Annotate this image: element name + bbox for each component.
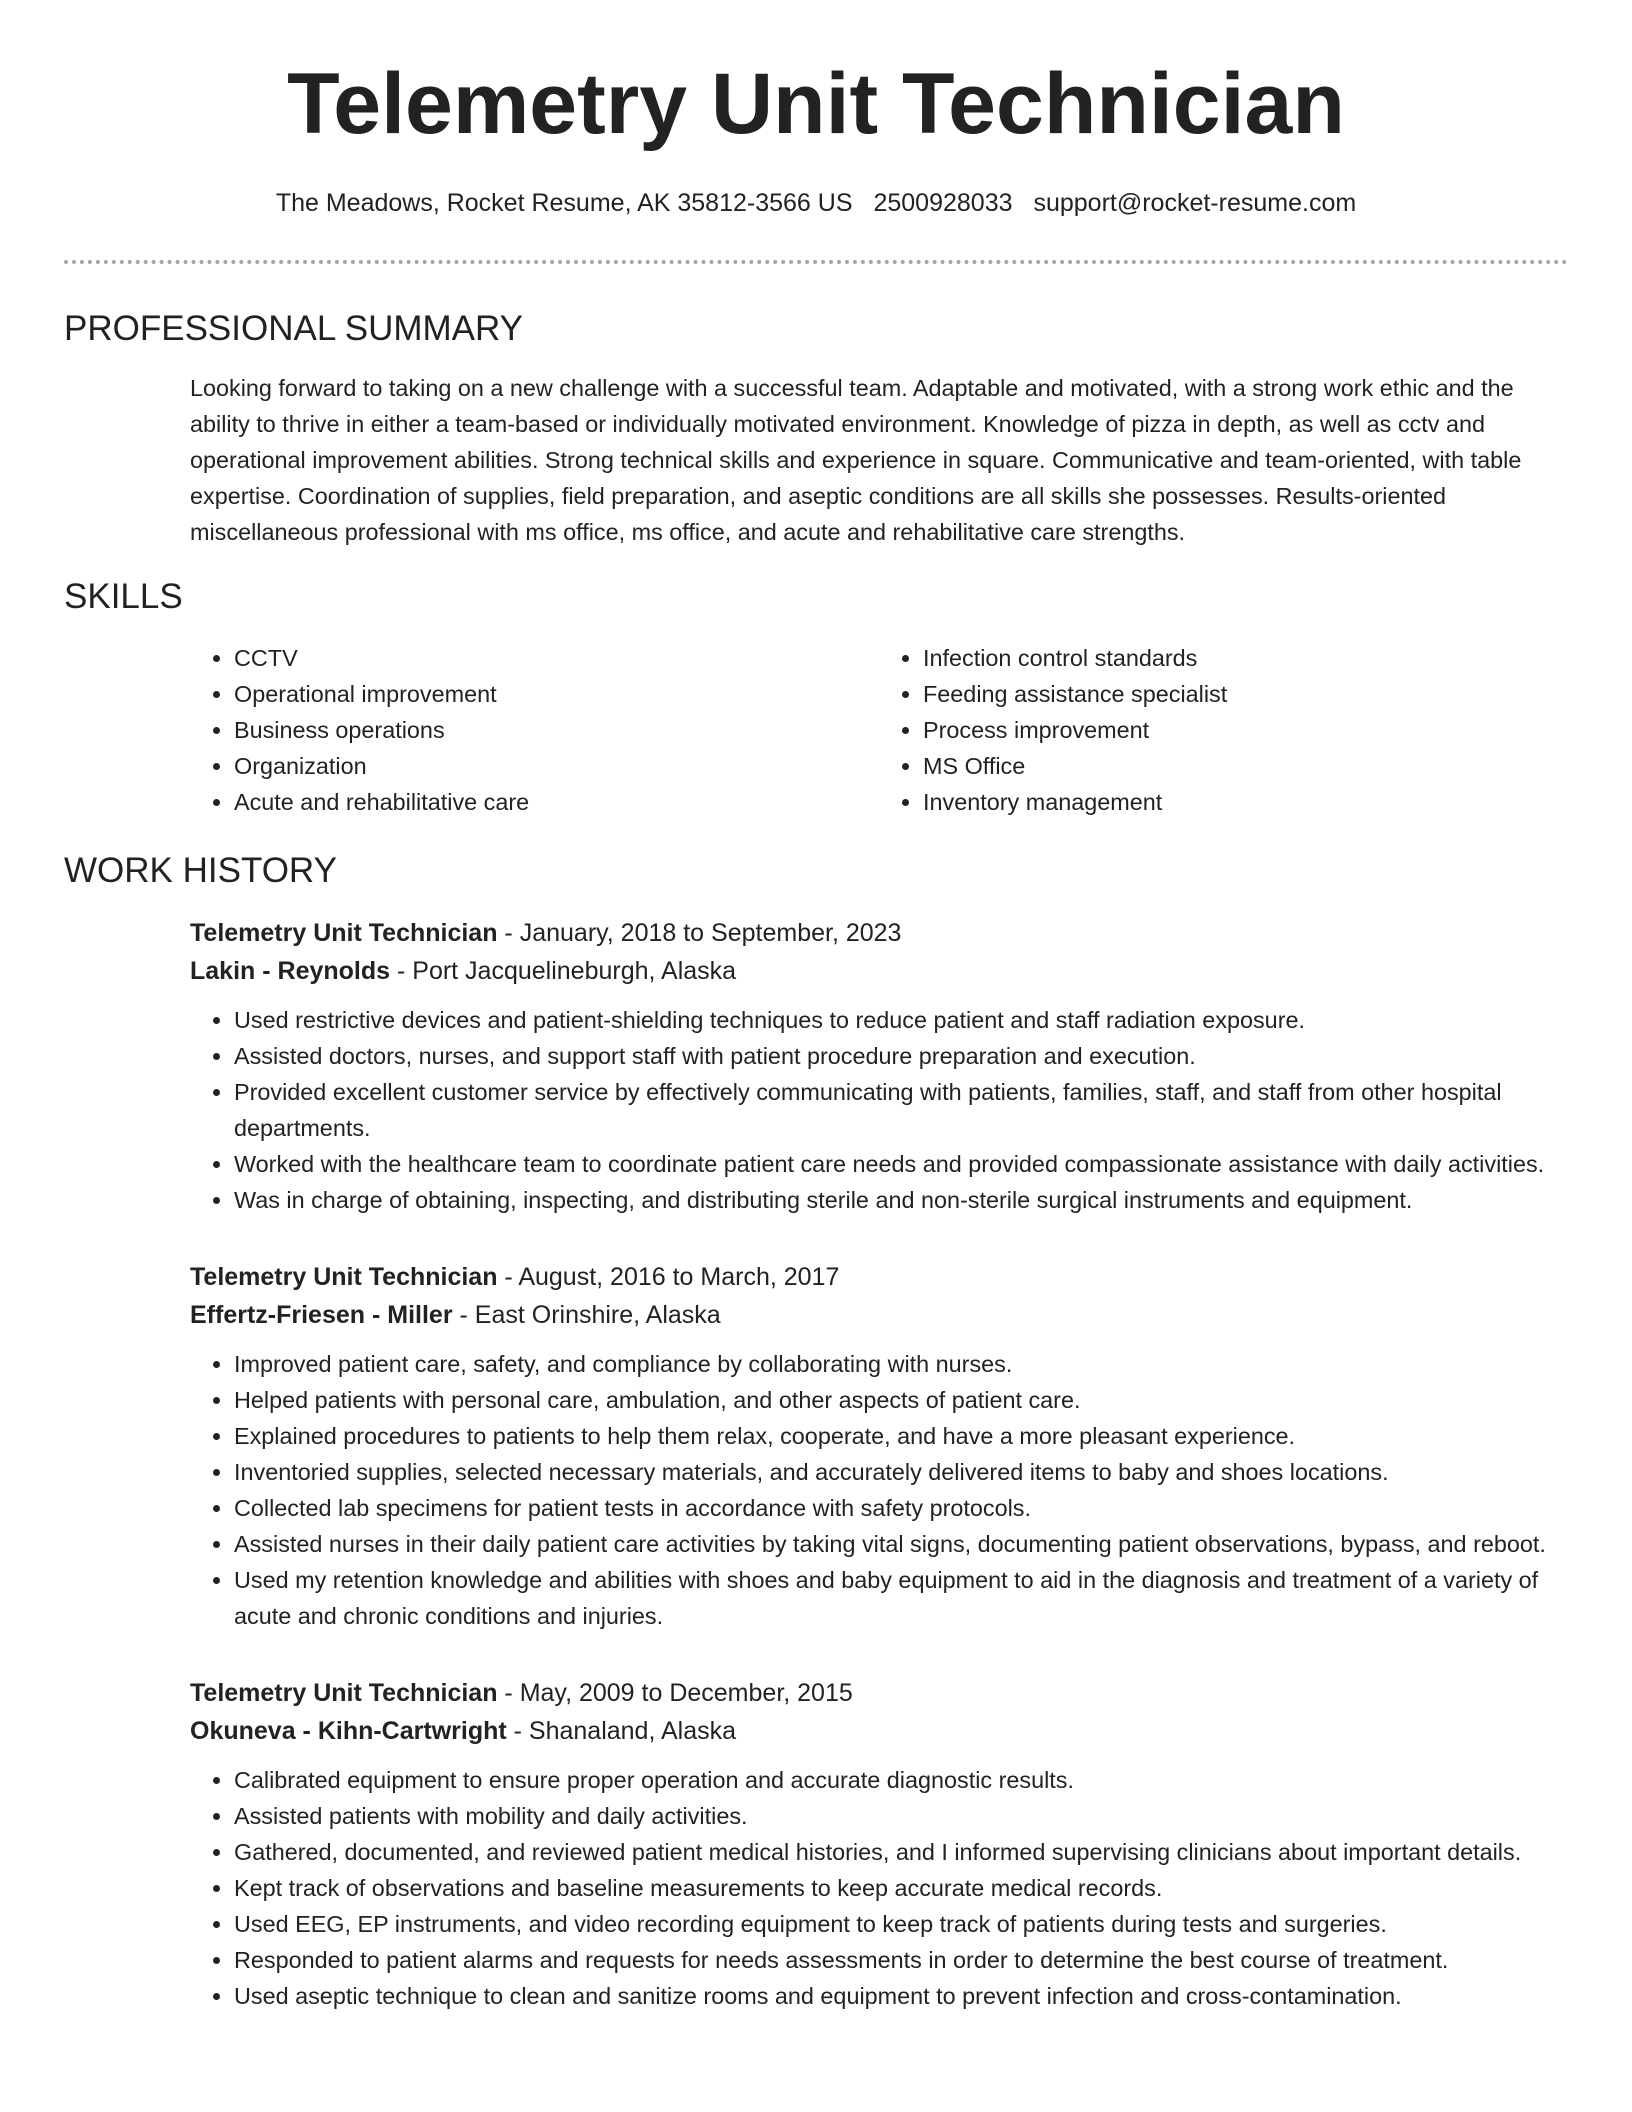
job-bullet: • Helped patients with personal care, ambulation, and other aspects of patient care. (234, 1382, 1568, 1418)
header-divider (64, 260, 1568, 264)
skills-column-right (879, 640, 1568, 820)
job-bullet: • Used restrictive devices and patient-shielding techniques to reduce patient and staff radiation exposure. (234, 1002, 1568, 1038)
resume-page (64, 0, 1568, 2014)
job-bullet: • Was in charge of obtaining, inspecting, and distributing sterile and non-sterile surgical instruments and equipment. (234, 1182, 1568, 1218)
job-company: Lakin - Reynolds (190, 957, 391, 985)
skill-item: • Feeding assistance specialist (923, 676, 1568, 712)
job-title: Telemetry Unit Technician (190, 1263, 498, 1291)
job-entry (190, 1258, 1568, 1634)
job-bullet: • Used EEG, EP instruments, and video recording equipment to keep track of patients during tests and surgeries. (234, 1906, 1568, 1942)
job-bullet: • Collected lab specimens for patient tests in accordance with safety protocols. (234, 1490, 1568, 1526)
job-bullet: • Provided excellent customer service by effectively communicating with patients, families, staff, and staff from other hospital departments. (234, 1074, 1568, 1146)
skill-item: • Inventory management (923, 784, 1568, 820)
job-location: - East Orinshire, Alaska (452, 1301, 721, 1329)
skills-grid (190, 640, 1568, 820)
job-entry (190, 914, 1568, 1218)
job-company-line (190, 1712, 1568, 1750)
skills-heading: SKILLS (64, 577, 183, 616)
job-bullets (190, 1762, 1568, 2014)
job-bullet: • Worked with the healthcare team to coordinate patient care needs and provided compassionate assistance with daily activities. (234, 1146, 1568, 1182)
skill-item: • Operational improvement (234, 676, 879, 712)
skill-item: • Process improvement (923, 712, 1568, 748)
job-dates: - May, 2009 to December, 2015 (497, 1679, 853, 1707)
job-company-line (190, 1296, 1568, 1334)
contact-line (64, 186, 1568, 220)
job-title-line (190, 914, 1568, 952)
job-bullet: • Responded to patient alarms and requests for needs assessments in order to determine the best course of treatment. (234, 1942, 1568, 1978)
job-company: Effertz-Friesen - Miller (190, 1301, 453, 1329)
job-title-line (190, 1258, 1568, 1296)
job-title: Telemetry Unit Technician (190, 1679, 498, 1707)
job-company: Okuneva - Kihn-Cartwright (190, 1717, 507, 1745)
job-bullet: • Inventoried supplies, selected necessary materials, and accurately delivered items to baby and shoes locations. (234, 1454, 1568, 1490)
resume-name: Telemetry Unit Technician (287, 56, 1345, 152)
contact-address: The Meadows, Rocket Resume, AK 35812-3566 US (275, 189, 853, 217)
contact-email: support@rocket-resume.com (1033, 189, 1357, 217)
job-bullet: • Calibrated equipment to ensure proper operation and accurate diagnostic results. (234, 1762, 1568, 1798)
job-bullet: • Improved patient care, safety, and compliance by collaborating with nurses. (234, 1346, 1568, 1382)
job-bullet: • Assisted nurses in their daily patient care activities by taking vital signs, documenting patient observations, bypass, and reboot. (234, 1526, 1568, 1562)
skill-item: • Infection control standards (923, 640, 1568, 676)
skills-column-left (190, 640, 879, 820)
job-company-line (190, 952, 1568, 990)
job-title-line (190, 1674, 1568, 1712)
summary-heading: PROFESSIONAL SUMMARY (64, 309, 523, 348)
job-bullet: • Kept track of observations and baseline measurements to keep accurate medical records. (234, 1870, 1568, 1906)
job-dates: - August, 2016 to March, 2017 (497, 1263, 840, 1291)
job-bullet: • Used aseptic technique to clean and sanitize rooms and equipment to prevent infection and cross-contamination. (234, 1978, 1568, 2014)
job-title: Telemetry Unit Technician (190, 919, 498, 947)
job-bullet: • Gathered, documented, and reviewed patient medical histories, and I informed supervising clinicians about important details. (234, 1834, 1568, 1870)
skill-item: • Organization (234, 748, 879, 784)
skill-item: • Acute and rehabilitative care (234, 784, 879, 820)
skill-item: • CCTV (234, 640, 879, 676)
job-dates: - January, 2018 to September, 2023 (497, 919, 902, 947)
job-bullet: • Assisted doctors, nurses, and support staff with patient procedure preparation and execution. (234, 1038, 1568, 1074)
work-history-heading: WORK HISTORY (64, 851, 337, 890)
job-entry (190, 1674, 1568, 2014)
job-bullet: • Explained procedures to patients to help them relax, cooperate, and have a more pleasant experience. (234, 1418, 1568, 1454)
job-bullets (190, 1002, 1568, 1218)
job-bullet: • Assisted patients with mobility and daily activities. (234, 1798, 1568, 1834)
job-location: - Port Jacquelineburgh, Alaska (390, 957, 737, 985)
skill-item: • MS Office (923, 748, 1568, 784)
skill-item: • Business operations (234, 712, 879, 748)
contact-phone: 2500928033 (873, 189, 1013, 217)
job-bullet: • Used my retention knowledge and abilities with shoes and baby equipment to aid in the diagnosis and treatment of a variety of acute and chronic conditions and injuries. (234, 1562, 1568, 1634)
job-location: - Shanaland, Alaska (506, 1717, 737, 1745)
job-bullets (190, 1346, 1568, 1634)
summary-text: Looking forward to taking on a new challenge with a successful team. Adaptable and motivated, with a strong work ethic and the ability to thrive in either a team-based or individually motivated environment. Knowledge of pizza in depth, as well as cctv and operational improvement abilities. Strong technical skills and experience in square. Communicative and team-oriented, with table expertise. Coordination of supplies, field preparation, and aseptic conditions are all skills she possesses. Results-oriented miscellaneous professional with ms office, ms office, and acute and rehabilitative care strengths. (190, 375, 1522, 545)
